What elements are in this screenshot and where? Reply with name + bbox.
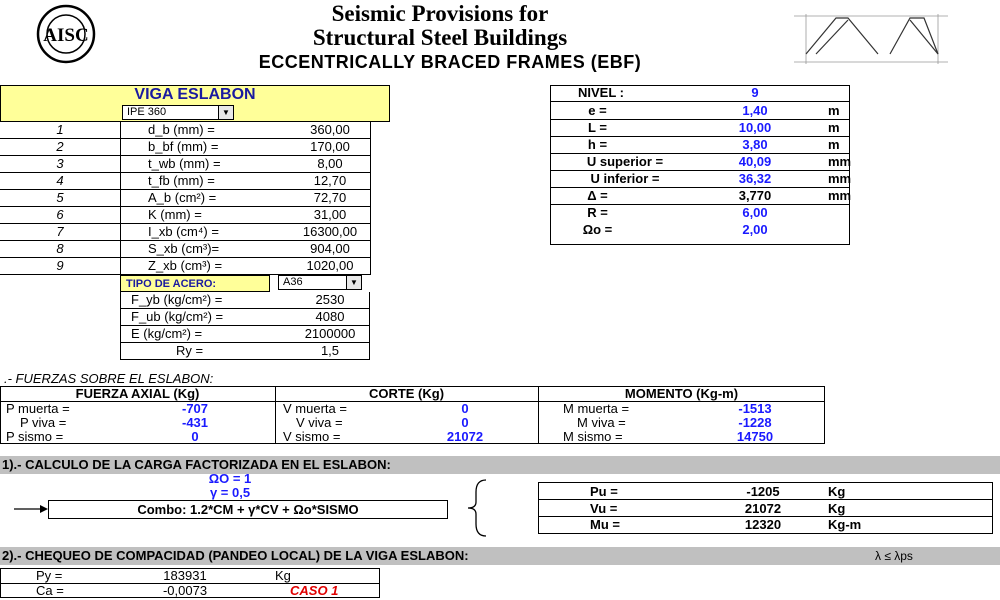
table-row xyxy=(120,292,370,309)
corte-label: V sismo = xyxy=(283,429,341,444)
table-row xyxy=(538,517,993,533)
row-label: E (kg/cm²) = xyxy=(131,326,203,341)
momento-value: -1513 xyxy=(738,401,772,416)
steel-type-value: A36 xyxy=(283,276,303,288)
title-line-1: Seismic Provisions for xyxy=(331,1,549,26)
row-value: 4080 xyxy=(315,309,345,324)
result-unit: Kg xyxy=(828,484,846,499)
row-value: 360,00 xyxy=(310,122,350,137)
steel-type-label: TIPO DE ACERO: xyxy=(120,275,270,292)
axial-label: P muerta = xyxy=(6,401,70,416)
table-row xyxy=(120,343,370,360)
title-line-2: Structural Steel Buildings xyxy=(312,25,568,50)
param-value: 36,32 xyxy=(738,171,772,186)
aisc-logo xyxy=(25,4,107,64)
result-label: Vu = xyxy=(590,501,618,516)
row-value: 12,70 xyxy=(313,173,347,188)
param-label: e = xyxy=(588,103,607,118)
table-row xyxy=(120,326,370,343)
param-unit: mm xyxy=(828,171,852,186)
corte-value: 21072 xyxy=(446,429,484,444)
result-label: Pu = xyxy=(590,484,618,499)
row-label: b_bf (mm) = xyxy=(148,139,219,154)
table-row xyxy=(550,137,850,154)
section-2-note: λ ≤ λps xyxy=(875,549,913,563)
param-label: U superior = xyxy=(586,154,664,169)
table-divider xyxy=(370,122,371,275)
row-value: 2530 xyxy=(315,292,345,307)
param-label: U inferior = xyxy=(590,171,660,186)
row-number: 6 xyxy=(56,207,64,222)
corte-header: CORTE (Kg) xyxy=(368,386,445,401)
steel-type-select[interactable] xyxy=(278,275,362,290)
table-row xyxy=(550,103,850,120)
table-row xyxy=(0,207,370,224)
table-row xyxy=(0,584,380,598)
row-number: 3 xyxy=(56,156,64,171)
row-number: 9 xyxy=(56,258,64,273)
row-label: F_yb (kg/cm²) = xyxy=(131,292,223,307)
row-label: I_xb (cm⁴) = xyxy=(148,224,219,239)
axial-label: P viva = xyxy=(20,415,67,430)
combo-box: Combo: 1.2*CM + γ*CV + Ωo*SISMO xyxy=(48,500,448,519)
param-label: L = xyxy=(588,120,607,135)
momento-label: M muerta = xyxy=(563,401,630,416)
table-row xyxy=(538,501,993,517)
axial-value: 0 xyxy=(191,429,199,444)
row-value: 31,00 xyxy=(313,207,347,222)
row-label: F_ub (kg/cm²) = xyxy=(131,309,224,324)
table-row xyxy=(0,258,370,275)
table-row xyxy=(0,173,370,190)
table-row xyxy=(550,205,850,222)
table-row xyxy=(0,402,825,416)
param-unit: mm xyxy=(828,188,852,203)
table-row xyxy=(0,416,825,430)
brace-icon xyxy=(462,478,492,538)
case-result: CASO 1 xyxy=(290,583,339,598)
param-value: 40,09 xyxy=(738,154,772,169)
row-label: t_fb (mm) = xyxy=(148,173,215,188)
result-value: -1205 xyxy=(746,484,780,499)
row-label: Ca = xyxy=(36,583,64,598)
viga-eslabon-title: VIGA ESLABON xyxy=(0,85,390,105)
table-row xyxy=(0,122,370,139)
chevron-down-icon[interactable]: ▼ xyxy=(218,106,233,119)
result-unit: Kg-m xyxy=(828,517,862,532)
axial-header: FUERZA AXIAL (Kg) xyxy=(75,386,200,401)
param-unit: m xyxy=(828,103,840,118)
row-label: K (mm) = xyxy=(148,207,202,222)
row-number: 5 xyxy=(56,190,64,205)
table-row xyxy=(550,188,850,205)
result-unit: Kg xyxy=(828,501,846,516)
page-title xyxy=(190,2,690,50)
row-label: A_b (cm²) = xyxy=(148,190,217,205)
row-number: 4 xyxy=(56,173,64,188)
row-label: Z_xb (cm³) = xyxy=(148,258,223,273)
axial-label: P sismo = xyxy=(6,429,64,444)
param-value: 3,80 xyxy=(742,137,768,152)
axial-value: -431 xyxy=(181,415,209,430)
table-row xyxy=(0,139,370,156)
corte-value: 0 xyxy=(461,415,469,430)
row-value: 170,00 xyxy=(310,139,350,154)
gamma-line: γ = 0,5 xyxy=(209,485,251,500)
section-2-header xyxy=(0,547,1000,565)
row-value: 2100000 xyxy=(304,326,356,341)
logo-text: AISC xyxy=(43,25,89,46)
momento-value: -1228 xyxy=(738,415,772,430)
section-2-title: 2).- CHEQUEO DE COMPACIDAD (PANDEO LOCAL) DE LA VIGA ESLABON: xyxy=(2,548,469,563)
profile-select-value: IPE 360 xyxy=(127,106,167,118)
table-row xyxy=(120,309,370,326)
row-value: -0,0073 xyxy=(162,583,208,598)
axial-value: -707 xyxy=(181,401,209,416)
momento-header: MOMENTO (Kg-m) xyxy=(624,386,739,401)
table-row xyxy=(0,156,370,173)
row-label: Py = xyxy=(36,568,63,583)
corte-label: V viva = xyxy=(296,415,343,430)
table-row xyxy=(0,224,370,241)
result-value: 12320 xyxy=(744,517,782,532)
profile-select[interactable] xyxy=(122,105,234,120)
row-number: 1 xyxy=(56,122,64,137)
corte-value: 0 xyxy=(461,401,469,416)
param-value: 3,770 xyxy=(738,188,772,203)
table-row xyxy=(550,222,850,239)
row-value: 16300,00 xyxy=(302,224,358,239)
table-row xyxy=(0,190,370,207)
chevron-down-icon[interactable]: ▼ xyxy=(346,276,361,289)
page-subtitle: ECCENTRICALLY BRACED FRAMES (EBF) xyxy=(258,52,642,72)
nivel-label: NIVEL : xyxy=(578,85,624,100)
section-1-header xyxy=(0,456,1000,474)
param-value: 1,40 xyxy=(742,103,768,118)
momento-value: 14750 xyxy=(736,429,774,444)
row-number: 2 xyxy=(56,139,64,154)
row-label: t_wb (mm) = xyxy=(148,156,221,171)
row-value: 904,00 xyxy=(310,241,350,256)
section-1-title: 1).- CALCULO DE LA CARGA FACTORIZADA EN EL ESLABON: xyxy=(2,457,391,472)
param-value: 2,00 xyxy=(742,222,768,237)
table-row xyxy=(0,569,380,583)
row-unit: Kg xyxy=(275,568,291,583)
table-row xyxy=(550,120,850,137)
nivel-row xyxy=(550,85,850,102)
result-value: 21072 xyxy=(744,501,782,516)
table-row xyxy=(538,484,993,500)
corte-label: V muerta = xyxy=(283,401,347,416)
fuerzas-title: .- FUERZAS SOBRE EL ESLABON: xyxy=(4,371,214,386)
result-label: Mu = xyxy=(590,517,620,532)
param-label: R = xyxy=(587,205,608,220)
table-divider xyxy=(120,122,121,275)
table-row xyxy=(0,241,370,258)
param-unit: m xyxy=(828,120,840,135)
param-unit: mm xyxy=(828,154,852,169)
row-label: Ry = xyxy=(176,343,204,358)
row-value: 72,70 xyxy=(313,190,347,205)
param-label: Δ = xyxy=(587,188,608,203)
nivel-value: 9 xyxy=(751,85,759,100)
param-unit: m xyxy=(828,137,840,152)
param-label: h = xyxy=(587,137,608,152)
row-value: 1020,00 xyxy=(306,258,354,273)
table-row xyxy=(550,171,850,188)
param-value: 6,00 xyxy=(742,205,768,220)
row-value: 1,5 xyxy=(320,343,340,358)
row-number: 7 xyxy=(56,224,64,239)
omega-line: ΩO = 1 xyxy=(208,471,252,486)
arrow-right-icon xyxy=(14,502,48,514)
row-label: d_b (mm) = xyxy=(148,122,215,137)
table-row xyxy=(550,154,850,171)
row-number: 8 xyxy=(56,241,64,256)
row-value: 183931 xyxy=(163,568,207,583)
row-value: 8,00 xyxy=(317,156,343,171)
momento-label: M sismo = xyxy=(563,429,623,444)
param-label: Ωo = xyxy=(582,222,613,237)
row-label: S_xb (cm³)= xyxy=(148,241,220,256)
momento-label: M viva = xyxy=(577,415,626,430)
table-row xyxy=(0,430,825,444)
ebf-frame-diagram xyxy=(792,10,950,68)
param-value: 10,00 xyxy=(738,120,772,135)
